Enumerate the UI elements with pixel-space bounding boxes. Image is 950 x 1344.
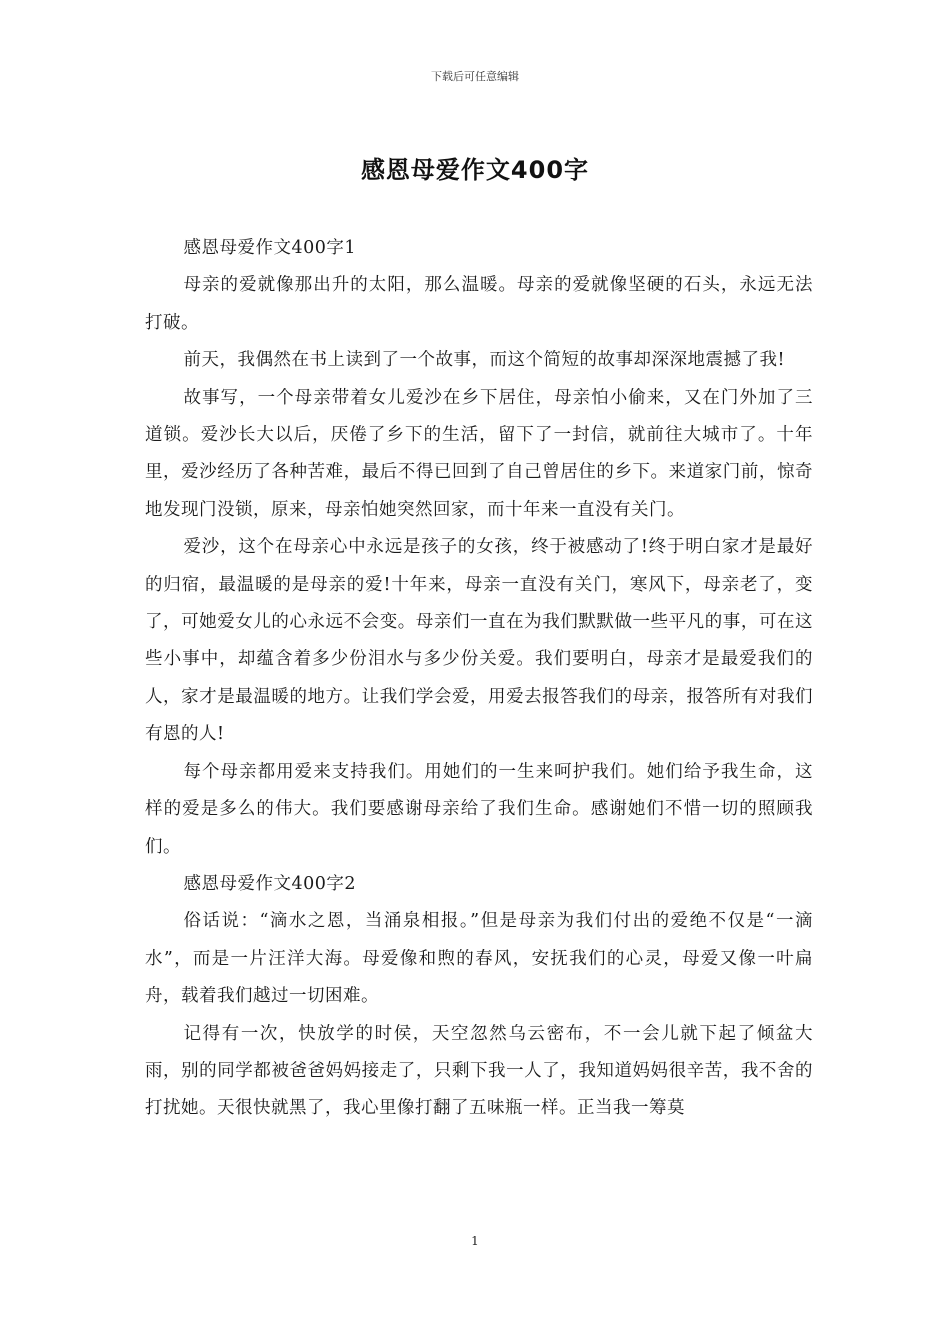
- section-heading-1: 感恩母爱作文400字1: [183, 238, 357, 258]
- section-heading-2: 感恩母爱作文400字2: [183, 873, 357, 894]
- document-title: 感恩母爱作文400字: [360, 156, 590, 184]
- header-note: 下载后可任意编辑: [431, 70, 519, 83]
- paragraph: 每个母亲都用爱来支持我们。用她们的一生来呵护我们。她们给予我生命，这样的爱是多么的伟大。我们要感谢母亲给了我们生命。感谢她们不惜一切的照顾我们。: [145, 761, 813, 857]
- paragraph: 记得有一次，快放学的时侯，天空忽然乌云密布，不一会儿就下起了倾盆大雨，别的同学都被爸爸妈妈接走了，只剩下我一人了，我知道妈妈很辛苦，我不舍的打扰她。天很快就黑了，我心里像打翻了五味瓶一样。正当我一筹莫: [145, 1023, 813, 1119]
- paragraph: 母亲的爱就像那出升的太阳，那么温暖。母亲的爱就像坚硬的石头，永远无法打破。: [145, 275, 813, 333]
- paragraph: 前天，我偶然在书上读到了一个故事，而这个简短的故事却深深地震撼了我!: [183, 350, 786, 371]
- document-body: [145, 230, 813, 1128]
- paragraph: 故事写，一个母亲带着女儿爱沙在乡下居住，母亲怕小偷来，又在门外加了三道锁。爱沙长大以后，厌倦了乡下的生活，留下了一封信，就前往大城市了。十年里，爱沙经历了各种苦难，最后不得已回到了自己曾居住的乡下。来道家门前，惊奇地发现门没锁，原来，母亲怕她突然回家，而十年来一直没有关门。: [145, 387, 813, 520]
- paragraph: 俗话说：“滴水之恩，当涌泉相报。”但是母亲为我们付出的爱绝不仅是“一滴水”，而是一片汪洋大海。母爱像和煦的春风，安抚我们的心灵，母爱又像一叶扁舟，载着我们越过一切困难。: [145, 911, 813, 1007]
- paragraph: 爱沙，这个在母亲心中永远是孩子的女孩，终于被感动了!终于明白家才是最好的归宿，最温暖的是母亲的爱!十年来，母亲一直没有关门，寒风下，母亲老了，变了，可她爱女儿的心永远不会变。母亲们一直在为我们默默做一些平凡的事，可在这些小事中，却蕴含着多少份泪水与多少份关爱。我们要明白，母亲才是最爱我们的人，家才是最温暖的地方。让我们学会爱，用爱去报答我们的母亲，报答所有对我们有恩的人!: [145, 537, 813, 745]
- page-number: 1: [471, 1234, 479, 1248]
